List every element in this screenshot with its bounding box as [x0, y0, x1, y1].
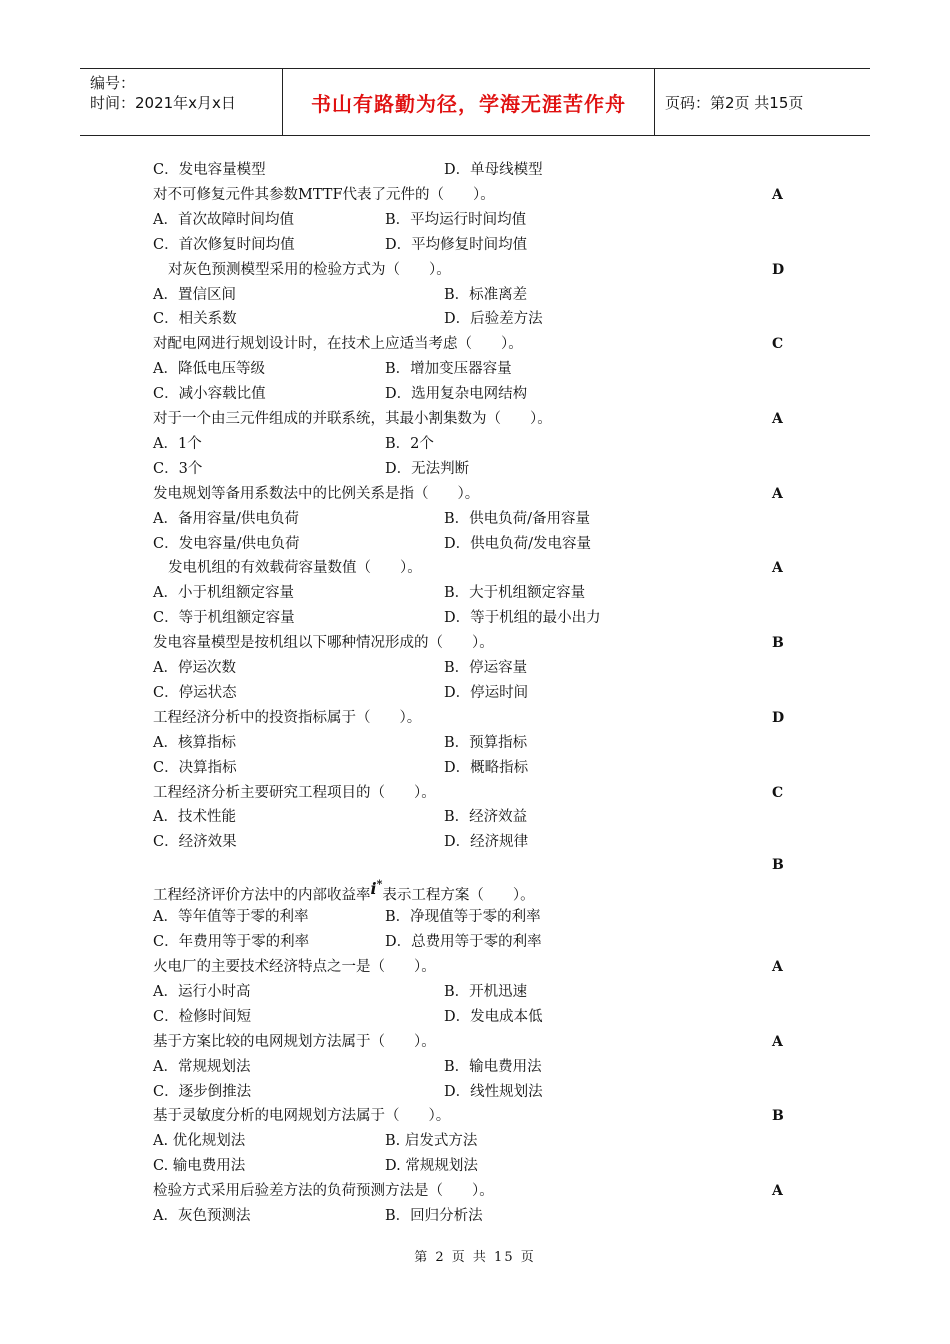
- row-option-right: D．线性规划法: [444, 1083, 543, 1100]
- answer-key: A: [772, 1183, 783, 1200]
- row-text: C. 输电费用法: [153, 1158, 246, 1175]
- answer-key: A: [772, 485, 783, 502]
- row-option-right: D．供电负荷/发电容量: [444, 535, 592, 552]
- question-row: [0, 1104, 950, 1129]
- question-row: [0, 407, 950, 432]
- row-option-right: D．无法判断: [385, 460, 470, 477]
- answer-key: B: [772, 635, 784, 652]
- question-row: [0, 482, 950, 507]
- row-text: 对不可修复元件其参数MTTF代表了元件的（ ）。: [153, 186, 495, 203]
- question-row: [0, 706, 950, 731]
- row-option-right: B．增加变压器容量: [385, 361, 512, 378]
- row-option-right: D．选用复杂电网结构: [385, 386, 528, 403]
- question-row: [0, 905, 950, 930]
- row-text: C．检修时间短: [153, 1008, 252, 1025]
- row-text: A．灰色预测法: [153, 1208, 251, 1224]
- header-motto: 书山有路勤为径，学海无涯苦作舟: [282, 69, 655, 135]
- row-option-right: D．停运时间: [444, 684, 529, 701]
- question-row: [0, 507, 950, 532]
- row-option-right: D．单母线模型: [444, 162, 543, 178]
- row-text: C．发电容量模型: [153, 162, 266, 178]
- row-text: A．备用容量/供电负荷: [153, 510, 299, 527]
- answer-key: A: [772, 959, 783, 975]
- row-option-right: B．2个: [385, 435, 434, 452]
- question-row: [0, 855, 950, 905]
- question-row: [0, 382, 950, 407]
- question-row: [0, 930, 950, 955]
- row-text: A．小于机组额定容量: [153, 585, 294, 602]
- question-row: [0, 1154, 950, 1179]
- row-option-right: B．经济效益: [444, 809, 528, 826]
- question-row: [0, 183, 950, 208]
- row-option-right: B．回归分析法: [385, 1208, 483, 1224]
- irr-symbol: i*: [370, 877, 383, 898]
- question-row: [0, 1179, 950, 1204]
- row-text: A．核算指标: [153, 734, 236, 751]
- row-text: A. 优化规划法: [153, 1133, 246, 1150]
- page-footer: 第 2 页 共 15 页: [414, 1250, 536, 1265]
- answer-key: B: [772, 1108, 784, 1125]
- row-option-right: D．等于机组的最小出力: [444, 610, 601, 627]
- row-text: C．停运状态: [153, 684, 237, 701]
- question-row: [0, 208, 950, 233]
- question-row: [0, 606, 950, 631]
- answer-key: C: [772, 784, 784, 801]
- header-page-info: 页码：第2页 共15页: [665, 93, 804, 112]
- answer-key: A: [772, 411, 783, 427]
- answer-key: C: [772, 336, 784, 353]
- row-option-right: D．平均修复时间均值: [385, 236, 528, 253]
- question-row: [0, 955, 950, 980]
- row-text: C．年费用等于零的利率: [153, 934, 310, 951]
- row-text: 检验方式采用后验差方法的负荷预测方法是（ ）。: [153, 1183, 494, 1200]
- row-text: C．减小容载比值: [153, 386, 266, 403]
- question-row: [0, 581, 950, 606]
- row-option-right: B. 启发式方法: [385, 1133, 478, 1150]
- row-text: 对配电网进行规划设计时，在技术上应适当考虑（ ）。: [153, 336, 523, 353]
- answer-key: A: [772, 186, 783, 203]
- question-row: [0, 731, 950, 756]
- question-row: [0, 781, 950, 806]
- answer-key: B: [772, 857, 784, 874]
- row-text: A．技术性能: [153, 809, 236, 826]
- row-text: C．逐步倒推法: [153, 1083, 252, 1100]
- row-option-right: B．净现值等于零的利率: [385, 909, 541, 926]
- row-option-right: D．概略指标: [444, 759, 529, 776]
- question-row: [0, 830, 950, 855]
- question-row: [0, 307, 950, 332]
- row-text: A．等年值等于零的利率: [153, 909, 309, 926]
- row-text: 发电规划等备用系数法中的比例关系是指（ ）。: [153, 485, 480, 502]
- time-label: 时间：2021年x月x日: [90, 94, 236, 112]
- question-row: [0, 332, 950, 357]
- question-row: [0, 1204, 950, 1229]
- row-text: 工程经济评价方法中的内部收益率i*表示工程方案（ ）。: [153, 877, 535, 904]
- row-text: A．降低电压等级: [153, 361, 265, 378]
- question-row: [0, 805, 950, 830]
- row-text: C．相关系数: [153, 311, 237, 328]
- row-text: 工程经济分析中的投资指标属于（ ）。: [153, 709, 422, 726]
- row-option-right: B．预算指标: [444, 734, 528, 751]
- answer-key: A: [772, 560, 783, 577]
- row-text: 工程经济分析主要研究工程项目的（ ）。: [153, 784, 436, 801]
- question-row: [0, 158, 950, 183]
- question-row: [0, 631, 950, 656]
- question-row: [0, 432, 950, 457]
- row-text: A．置信区间: [153, 286, 236, 303]
- question-row: [0, 283, 950, 308]
- row-option-right: D．总费用等于零的利率: [385, 934, 542, 951]
- answer-key: D: [772, 709, 785, 726]
- row-option-right: B．开机迅速: [444, 983, 528, 1000]
- row-option-right: D. 常规规划法: [385, 1158, 478, 1175]
- row-text: 基于方案比较的电网规划方法属于（ ）。: [153, 1033, 436, 1050]
- question-row: [0, 532, 950, 557]
- question-row: [0, 233, 950, 258]
- row-text: C．等于机组额定容量: [153, 610, 295, 627]
- question-row: [0, 1129, 950, 1154]
- row-text: 火电厂的主要技术经济特点之一是（ ）。: [153, 959, 436, 975]
- question-row: [0, 556, 950, 581]
- row-text: A．常规规划法: [153, 1058, 251, 1075]
- row-text: 对灰色预测模型采用的检验方式为（ ）。: [168, 261, 451, 278]
- row-option-right: D．发电成本低: [444, 1008, 543, 1025]
- row-text: 发电容量模型是按机组以下哪种情况形成的（ ）。: [153, 635, 494, 652]
- serial-label: 编号：: [90, 74, 136, 92]
- row-text: C．3个: [153, 460, 203, 477]
- row-option-right: B．标准离差: [444, 286, 528, 303]
- question-row: [0, 1055, 950, 1080]
- question-row: [0, 1030, 950, 1055]
- row-text: 基于灵敏度分析的电网规划方法属于（ ）。: [153, 1108, 451, 1125]
- row-option-right: D．经济规律: [444, 834, 529, 851]
- row-text: A．运行小时高: [153, 983, 251, 1000]
- row-text: C．发电容量/供电负荷: [153, 535, 300, 552]
- row-text: 发电机组的有效载荷容量数值（ ）。: [168, 560, 422, 577]
- row-text: 对于一个由三元件组成的并联系统，其最小割集数为（ ）。: [153, 411, 552, 427]
- answer-key: A: [772, 1033, 783, 1050]
- row-option-right: B．输电费用法: [444, 1058, 542, 1075]
- question-row: [0, 1080, 950, 1105]
- row-text: A．1个: [153, 435, 202, 452]
- answer-key: D: [772, 261, 785, 278]
- row-text: A．停运次数: [153, 660, 236, 676]
- question-row: [0, 357, 950, 382]
- row-text: C．首次修复时间均值: [153, 236, 295, 253]
- row-option-right: B．大于机组额定容量: [444, 585, 586, 602]
- row-option-right: B．停运容量: [444, 660, 528, 676]
- question-row: [0, 457, 950, 482]
- question-row: [0, 980, 950, 1005]
- question-row: [0, 258, 950, 283]
- row-option-right: B．平均运行时间均值: [385, 211, 527, 228]
- question-row: [0, 756, 950, 781]
- row-text: C．决算指标: [153, 759, 237, 776]
- row-option-right: B．供电负荷/备用容量: [444, 510, 591, 527]
- row-text: A．首次故障时间均值: [153, 211, 294, 228]
- row-text: C．经济效果: [153, 834, 237, 851]
- question-row: [0, 656, 950, 681]
- question-row: [0, 681, 950, 706]
- question-row: [0, 1005, 950, 1030]
- row-option-right: D．后验差方法: [444, 311, 543, 328]
